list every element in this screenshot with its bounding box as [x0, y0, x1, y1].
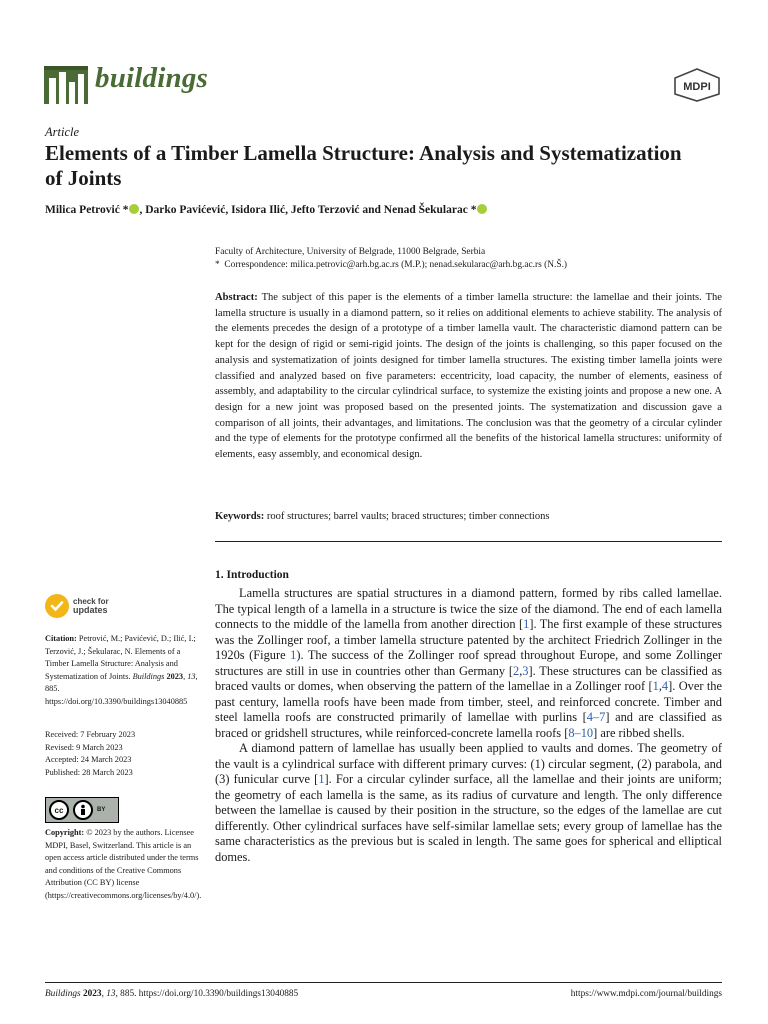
paragraph: Lamella structures are spatial structures in a diamond pattern, formed by ribs called lamellae. The typical length of a lamella in a structure is twice the size of the diamond. The end of each lamella connects to the middle of the lamella from another direction [1]. The first example of these structures was the Zollinger roof, a timber lamella structure patented by the architect Friedrich Zollinger in the 1920s (Figure 1). The success of the Zollinger roof spread throughout Europe, and some Zollinger structures are still in use in countries other than Germany [2,3]. These structures can be classified as braced vaults or domes, when observing the pattern of the lamellae in a Zollinger roof [1,4]. Over the past century, lamella roofs have been made from timber, steel, and reinforced concrete. Timber and steel lamella roofs are constructed primarily of lamellae with purlins [4–7] and are classified as braced or gridshell structures, while reinforced-concrete lamella roofs [8–10] are ribbed shells.	[215, 586, 722, 740]
footer-doi-link[interactable]: , 885. https://doi.org/10.3390/buildings13040885	[115, 989, 299, 999]
check-updates-line1: check for	[73, 597, 109, 606]
cc-by-license-badge[interactable]	[45, 797, 119, 823]
by-label: BY	[97, 807, 106, 813]
mdpi-logo-icon	[672, 68, 722, 102]
author-rest[interactable]: , Darko Pavićević, Isidora Ilić, Jefto Terzović and Nenad Šekularac *	[139, 204, 477, 216]
citation-doi-link[interactable]: , 885. https://doi.org/10.3390/buildings13040885	[45, 671, 198, 706]
dates-block	[45, 729, 200, 779]
citation-link[interactable]: 4–7	[586, 710, 606, 724]
correspondence-text: Correspondence: milica.petrovic@arh.bg.ac.rs (M.P.); nenad.sekularac@arh.bg.ac.rs (N.Š.)	[224, 260, 568, 270]
check-updates-icon	[45, 594, 69, 618]
person-icon	[73, 800, 93, 820]
correspondence-mark: *	[215, 260, 220, 270]
orcid-icon[interactable]	[129, 204, 139, 214]
citation-link[interactable]: 1	[523, 617, 530, 631]
correspondence	[215, 259, 567, 272]
abstract-text: The subject of this paper is the elements of a timber lamella structure: the lamellae and their joints. The lamella structure is usually in a diamond pattern, so it relies on additional elements to achieve stability. The analysis of the elements precedes the design of a prototype of a timber lamella vault. The characteristic diamond pattern can be kept for the design of rigid or semi-rigid joints. The design of the joints is challenging, so this paper focused on the analysis and systematization of joints designed for timber lamella structures. The existing timber lamella joints were classified and analyzed based on five parameters: eccentricity, load capacity, the number of elements, easiness of assembly, and adaptability to the circular cylindrical surface, to systemize the existing joints and propose a new one. A design for a new joint was proposed based on the presented joints. The systematization and discussion gave a comparison of all joints, their advantages, and limitations. The conclusion was that the geometry of a circular cylinder and the type of elements for the prototype confirmed all the benefits of the historical lamella structures: uniformity of elements, easy assembly, and economical design.	[215, 292, 722, 461]
paragraph: A diamond pattern of lamellae has usually been applied to vaults and domes. The geometry of the vault is a cylindrical surface with different primary curves: (1) circular segment, (2) parabola, and (3) funicular curve [1]. For a circular cylinder surface, all the lamellae and their joints are uniform; the geometry of each lamella is the same, as its radius of curvature and length. The only difference between the lamellae is caused by their position in the structure, so the edges of the lamellae are cut differently. Other cylindrical surfaces have self-similar lamellae sets; every group of lamellae has the same characteristics as the previous but is scaled in length. The same goes for spherical and elliptical domes.	[215, 741, 722, 864]
footer-divider	[45, 982, 722, 983]
citation-link[interactable]: 8–10	[568, 725, 594, 740]
citation-link[interactable]: 1	[652, 679, 659, 693]
section-divider	[215, 541, 722, 542]
introduction-body	[215, 586, 722, 865]
abstract	[215, 290, 722, 463]
received-date: Received: 7 February 2023	[45, 730, 136, 739]
copyright-block: Copyright: © 2023 by the authors. Licensee MDPI, Basel, Switzerland. This article is an open access article distributed under the terms and conditions of the Creative Commons Attribution (CC BY) license (https://creativecommons.org/licenses/by/4.0/).	[45, 828, 202, 900]
footer-citation: Buildings 2023, 13, 885. https://doi.org/10.3390/buildings13040885	[45, 989, 299, 999]
author-list	[45, 204, 487, 216]
journal-logo-mark	[44, 60, 88, 104]
affiliation: Faculty of Architecture, University of Belgrade, 11000 Belgrade, Serbia	[215, 247, 486, 257]
check-for-updates-button[interactable]	[45, 593, 125, 619]
citation-link[interactable]: 2	[512, 663, 520, 678]
citation-link[interactable]: 4	[661, 679, 669, 693]
section-heading-introduction: 1. Introduction	[215, 569, 289, 581]
keywords	[215, 509, 722, 524]
journal-name: buildings	[95, 62, 209, 94]
abstract-label: Abstract:	[215, 292, 258, 303]
keywords-text: roof structures; barrel vaults; braced structures; timber connections	[266, 511, 550, 522]
revised-date: Revised: 9 March 2023	[45, 742, 123, 752]
keywords-label: Keywords:	[215, 511, 265, 522]
footer-journal-url[interactable]: https://www.mdpi.com/journal/buildings	[570, 989, 722, 999]
citation-link[interactable]: 1	[318, 772, 325, 786]
buildings-logo-icon	[44, 60, 88, 104]
page-title: Elements of a Timber Lamella Structure: Analysis and Systematization of Joints	[45, 141, 682, 190]
orcid-icon[interactable]	[477, 204, 487, 214]
svg-text:MDPI: MDPI	[683, 81, 711, 93]
published-date: Published: 28 March 2023	[45, 767, 133, 777]
article-type: Article	[45, 125, 80, 139]
figure-link[interactable]: 1	[290, 648, 297, 662]
accepted-date: Accepted: 24 March 2023	[45, 755, 132, 764]
cc-icon: cc	[49, 800, 69, 820]
author-first[interactable]: Milica Petrović *	[45, 204, 129, 216]
check-updates-line2: updates	[73, 605, 108, 615]
citation-link[interactable]: 3	[522, 663, 529, 678]
citation-block: Citation: Petrović, M.; Pavićević, D.; Ilić, I.; Terzović, J.; Šekularac, N. Elements of a Timber Lamella Structure: Analysis and Systematization of Joints. Buildings 2023, 13, 885. https://doi.org/10.3390/buildings13040885	[45, 634, 198, 706]
